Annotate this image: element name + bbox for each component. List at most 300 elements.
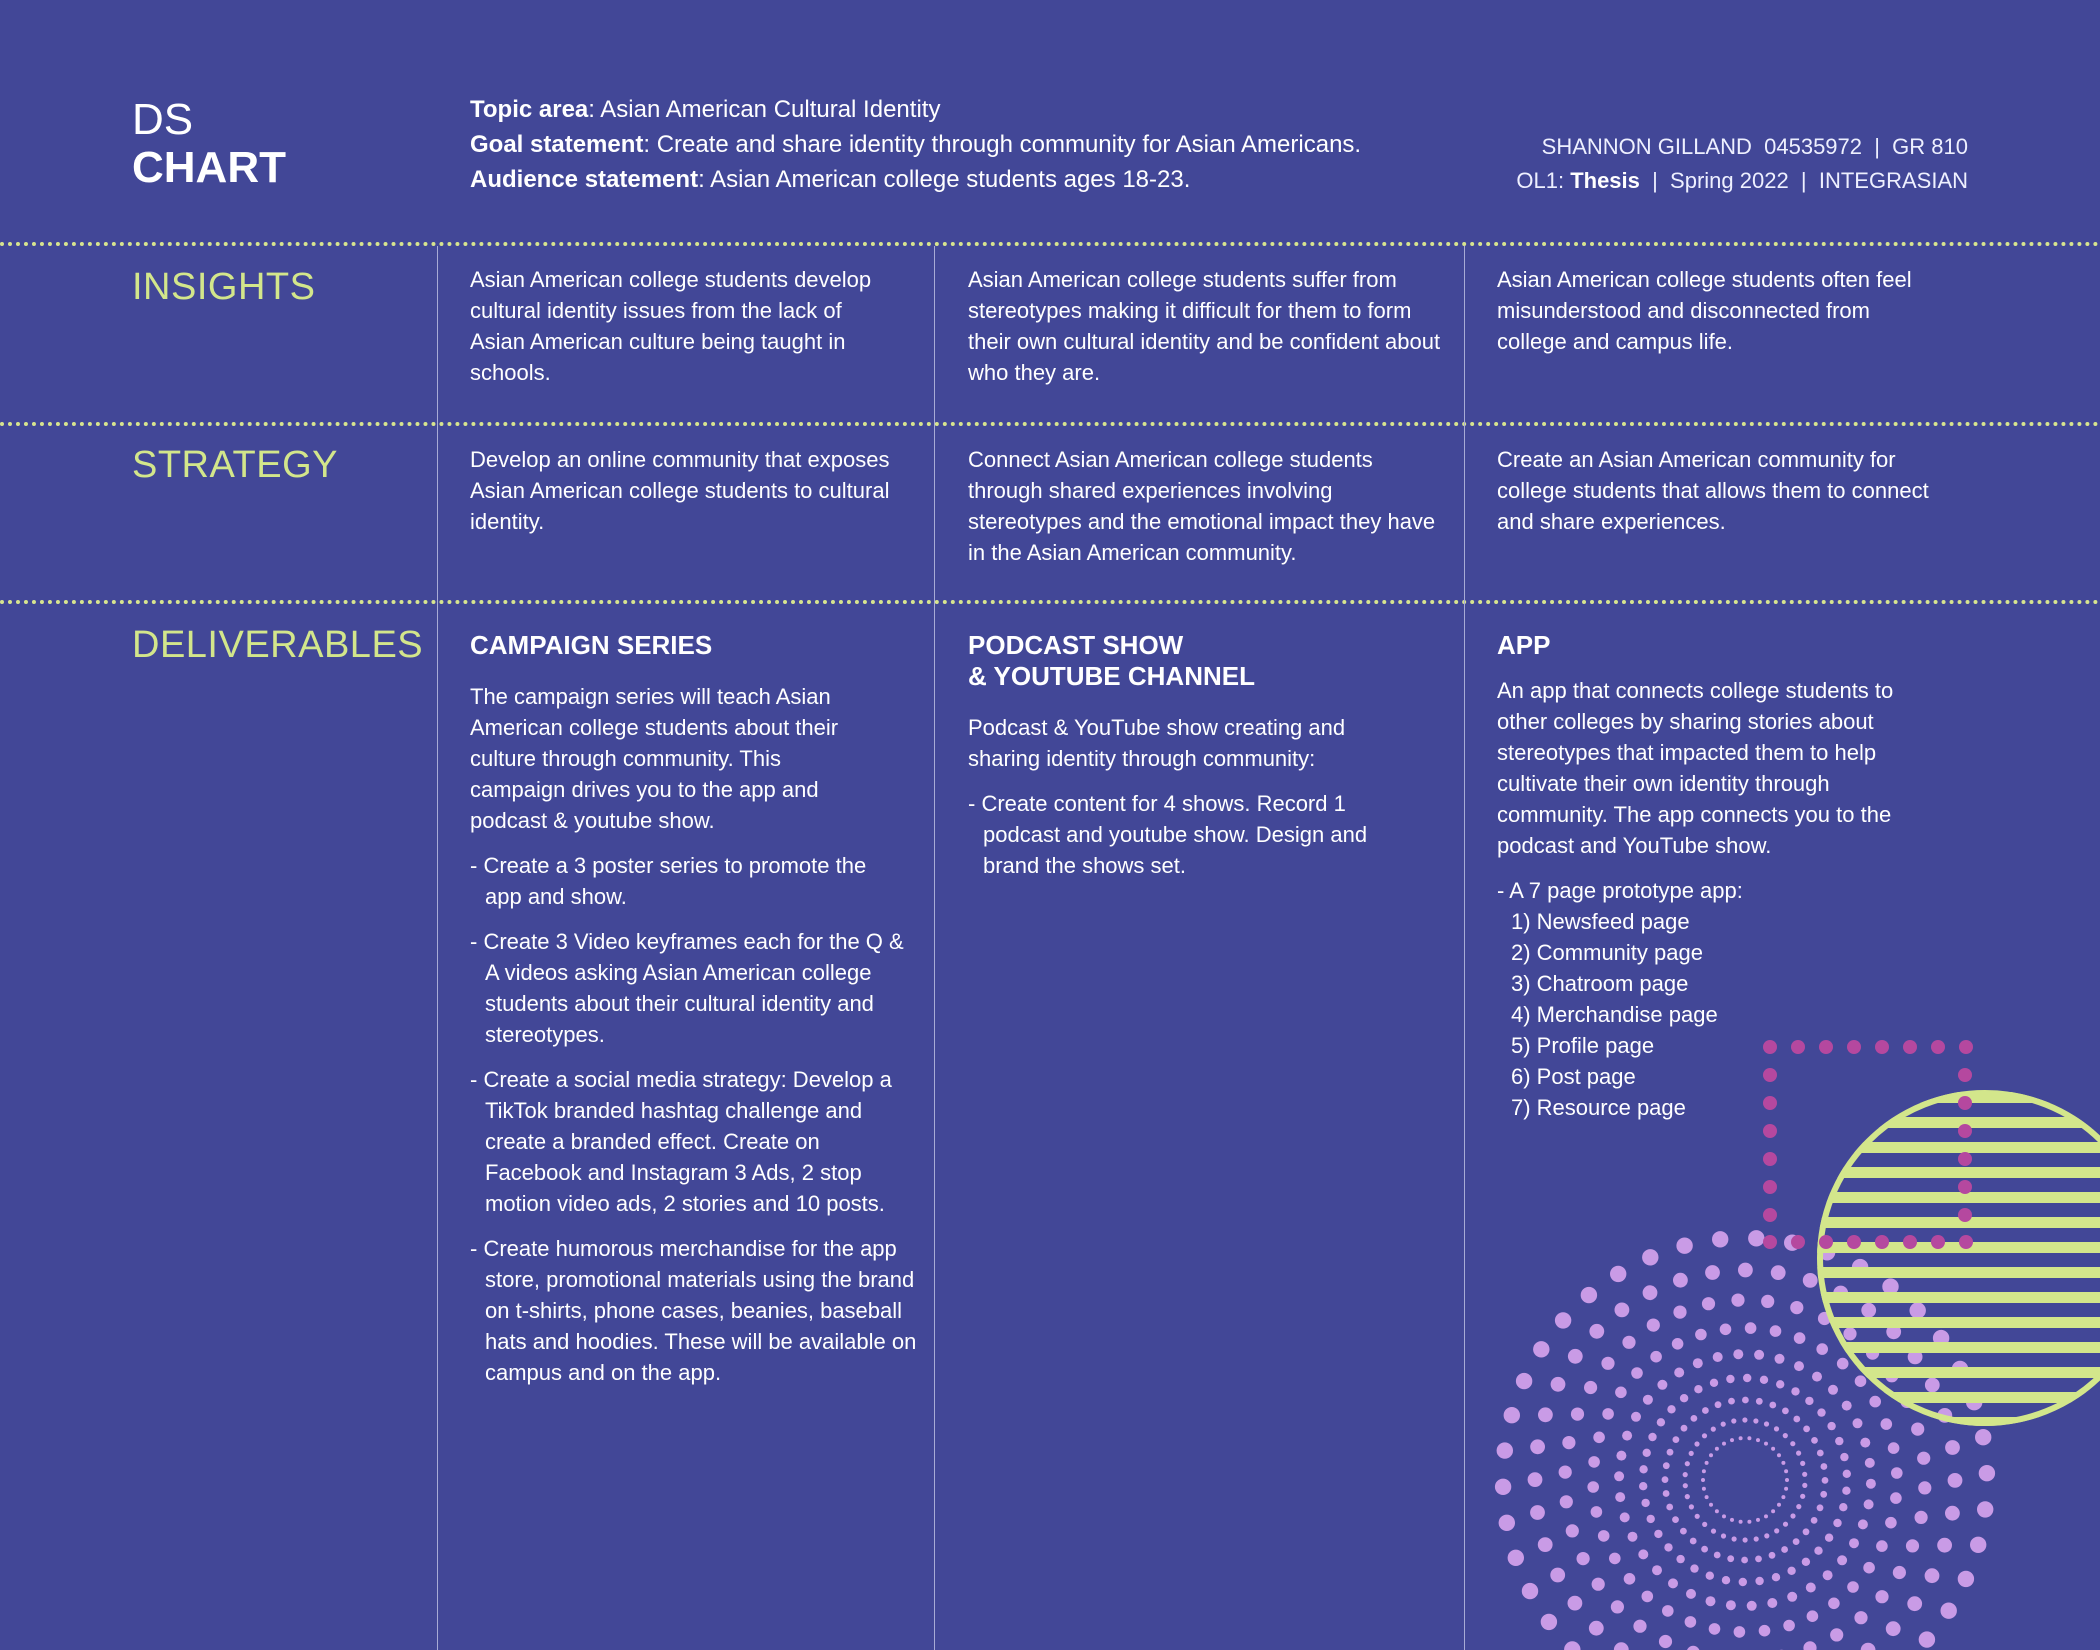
square-dot bbox=[1847, 1235, 1861, 1249]
topic-label: Topic area bbox=[470, 96, 589, 123]
ring-dot bbox=[1555, 1312, 1571, 1328]
ring-dot bbox=[1781, 1461, 1785, 1465]
ring-dot bbox=[1970, 1537, 1986, 1553]
ring-dot bbox=[1721, 1422, 1726, 1427]
ring-dot bbox=[1891, 1467, 1903, 1479]
ring-dot bbox=[1743, 1537, 1748, 1542]
app-heading: APP bbox=[1497, 630, 1551, 660]
ring-dot bbox=[1631, 1367, 1643, 1379]
ring-dot bbox=[1775, 1354, 1785, 1364]
ring-dot bbox=[1720, 1324, 1732, 1336]
ring-dot bbox=[1686, 1589, 1696, 1599]
column-divider-3 bbox=[1464, 246, 1465, 1650]
list-item: 4) Merchandise page bbox=[1511, 1002, 1718, 1027]
ring-dot bbox=[1816, 1343, 1828, 1355]
ring-dot bbox=[1794, 1361, 1804, 1371]
goal-text: : Create and share identity through community for Asian Americans. bbox=[643, 131, 1362, 158]
ring-dot bbox=[1875, 1590, 1888, 1603]
ring-dot bbox=[1937, 1408, 1952, 1423]
square-dot bbox=[1763, 1180, 1777, 1194]
ring-dot bbox=[1602, 1408, 1614, 1420]
ring-dot bbox=[1690, 1564, 1698, 1572]
square-dot bbox=[1763, 1208, 1777, 1222]
circle-stripe bbox=[1810, 1142, 2100, 1153]
ring-dot bbox=[1666, 1504, 1673, 1511]
row-label-insights: INSIGHTS bbox=[132, 266, 316, 308]
ring-dot bbox=[1683, 1472, 1688, 1477]
ring-dot bbox=[1796, 1504, 1801, 1509]
ring-dot bbox=[1587, 1481, 1599, 1493]
ring-dot bbox=[1835, 1437, 1843, 1445]
ring-dot bbox=[1706, 1572, 1714, 1580]
ring-dot bbox=[1710, 1379, 1718, 1387]
ring-dot bbox=[1739, 1578, 1747, 1586]
list-item: 3) Chatroom page bbox=[1511, 971, 1689, 996]
ring-dot bbox=[1979, 1465, 1995, 1481]
ring-dot bbox=[1648, 1433, 1656, 1441]
strategy-2: Connect Asian American college students through shared experiences involving stereotypes and the emotional impact they have in the Asian American community. bbox=[968, 447, 1436, 565]
ring-dot bbox=[1793, 1416, 1800, 1423]
ring-dot bbox=[1774, 1528, 1779, 1533]
ring-dot bbox=[1890, 1492, 1902, 1504]
circle-stripe bbox=[1810, 1217, 2100, 1228]
ring-dot bbox=[1639, 1465, 1647, 1473]
ring-dot bbox=[1777, 1503, 1781, 1507]
ring-dot bbox=[1823, 1570, 1833, 1580]
ring-dot bbox=[1776, 1380, 1784, 1388]
ring-dot bbox=[1689, 1504, 1694, 1509]
ring-dot bbox=[1591, 1506, 1603, 1518]
ring-dot bbox=[1614, 1642, 1629, 1650]
ring-dot bbox=[1609, 1553, 1621, 1565]
audience-label: Audience statement bbox=[470, 166, 699, 193]
ring-dot bbox=[1734, 1626, 1746, 1638]
ring-dot bbox=[1711, 1427, 1716, 1432]
ring-dot bbox=[1771, 1265, 1786, 1280]
ring-dot bbox=[1869, 1396, 1881, 1408]
goal-statement bbox=[470, 127, 1361, 162]
ring-dot bbox=[1705, 1495, 1709, 1499]
ring-dot bbox=[1911, 1423, 1924, 1436]
meta-bold: Thesis bbox=[1570, 168, 1640, 193]
list-item: - Create 3 Video keyframes each for the Q & A videos asking Asian American college students about their cultural identity and stereotypes. bbox=[470, 929, 904, 1047]
ring-dot bbox=[1843, 1470, 1851, 1478]
ring-dot bbox=[1530, 1505, 1545, 1520]
ring-dot bbox=[1849, 1538, 1859, 1548]
ring-dot bbox=[1777, 1453, 1781, 1457]
ring-dot bbox=[1756, 1438, 1760, 1442]
circle-stripe bbox=[1810, 1417, 2100, 1428]
ring-dot bbox=[1784, 1235, 1800, 1251]
ring-dot bbox=[1497, 1442, 1513, 1458]
ring-dot bbox=[1833, 1286, 1848, 1301]
ring-dot bbox=[1593, 1432, 1605, 1444]
ring-dot bbox=[1785, 1478, 1789, 1482]
ring-dot bbox=[1714, 1552, 1721, 1559]
ring-dot bbox=[1691, 1415, 1698, 1422]
ring-dot bbox=[1722, 1442, 1726, 1446]
ring-dot bbox=[1695, 1514, 1700, 1519]
insight-3: Asian American college students often feel misunderstood and disconnected from college and campus life. bbox=[1497, 267, 1912, 354]
ring-dot bbox=[1568, 1349, 1583, 1364]
square-dot bbox=[1763, 1152, 1777, 1166]
divider-top bbox=[0, 242, 2100, 246]
strategy-3: Create an Asian American community for college students that allows them to connect and share experiences. bbox=[1497, 447, 1929, 534]
ring-dot bbox=[1854, 1611, 1867, 1624]
ring-dot bbox=[1588, 1456, 1600, 1468]
square-dot bbox=[1931, 1235, 1945, 1249]
ring-dot bbox=[1803, 1641, 1816, 1650]
ring-dot bbox=[1695, 1329, 1707, 1341]
deliverable-campaign-series bbox=[470, 630, 917, 1388]
ring-dot bbox=[1791, 1387, 1799, 1395]
ring-dot bbox=[1647, 1515, 1655, 1523]
ring-dot bbox=[1664, 1543, 1672, 1551]
ring-dot bbox=[1888, 1442, 1900, 1454]
ring-dot bbox=[1818, 1312, 1831, 1325]
ring-dot bbox=[1794, 1332, 1806, 1344]
ring-dot bbox=[1663, 1462, 1670, 1469]
meta-prefix: OL1: bbox=[1516, 168, 1571, 193]
ring-dot bbox=[1790, 1513, 1795, 1518]
divider-insights-strategy bbox=[0, 422, 2100, 426]
ring-dot bbox=[1715, 1401, 1722, 1408]
square-dot bbox=[1958, 1208, 1972, 1222]
ring-dot bbox=[1882, 1278, 1898, 1294]
ring-dot bbox=[1680, 1394, 1688, 1402]
striped-circle-outline bbox=[1820, 1093, 2100, 1423]
app-list-intro: - A 7 page prototype app: bbox=[1497, 878, 1743, 903]
ring-dot bbox=[1830, 1628, 1843, 1641]
ring-dot bbox=[1715, 1509, 1719, 1513]
ring-dot bbox=[1685, 1494, 1690, 1499]
ring-dot bbox=[1685, 1461, 1690, 1466]
insight-1: Asian American college students develop cultural identity issues from the lack of Asian American culture being taught in schools. bbox=[470, 267, 872, 385]
ring-dot bbox=[1966, 1394, 1982, 1410]
ring-dot bbox=[1918, 1481, 1931, 1494]
ring-dot bbox=[1611, 1600, 1624, 1613]
square-dot bbox=[1959, 1235, 1973, 1249]
ring-dot bbox=[1538, 1407, 1553, 1422]
list-item: 6) Post page bbox=[1511, 1064, 1636, 1089]
topic-statement bbox=[470, 92, 1361, 127]
ring-dot bbox=[1622, 1336, 1635, 1349]
ring-dot bbox=[1767, 1598, 1777, 1608]
ring-dot bbox=[1790, 1301, 1803, 1314]
ring-dot bbox=[1685, 1616, 1697, 1628]
ring-dot bbox=[1811, 1517, 1818, 1524]
ring-dot bbox=[1814, 1547, 1822, 1555]
ring-dot bbox=[1784, 1487, 1788, 1491]
ring-dot bbox=[1559, 1466, 1572, 1479]
ring-dot bbox=[1584, 1381, 1597, 1394]
ring-dot bbox=[1647, 1319, 1660, 1332]
ring-dot bbox=[1702, 1407, 1709, 1414]
square-dot bbox=[1958, 1068, 1972, 1082]
ring-dot bbox=[1709, 1503, 1713, 1507]
square-dot bbox=[1958, 1180, 1972, 1194]
ring-dot bbox=[1702, 1487, 1706, 1491]
ring-dot bbox=[1952, 1361, 1968, 1377]
square-dot bbox=[1958, 1096, 1972, 1110]
ring-dot bbox=[1842, 1487, 1850, 1495]
ring-dot bbox=[1589, 1324, 1604, 1339]
ring-dot bbox=[1806, 1583, 1816, 1593]
ring-dot bbox=[1733, 1349, 1743, 1359]
ring-dot bbox=[1601, 1357, 1614, 1370]
ring-dot bbox=[1781, 1546, 1788, 1553]
insight-2: Asian American college students suffer from stereotypes making it difficult for them to form their own cultural identity and be confident about who they are. bbox=[968, 267, 1441, 385]
ring-dot bbox=[1702, 1433, 1707, 1438]
ring-dot bbox=[1742, 1397, 1749, 1404]
ring-dot bbox=[1667, 1405, 1675, 1413]
ring-dot bbox=[1739, 1520, 1743, 1524]
ring-dot bbox=[1764, 1533, 1769, 1538]
ring-dot bbox=[1741, 1557, 1748, 1564]
ring-dot bbox=[1615, 1303, 1630, 1318]
ring-dot bbox=[1837, 1358, 1849, 1370]
ring-dot bbox=[1843, 1327, 1856, 1340]
topic-text: : Asian American Cultural Identity bbox=[588, 96, 941, 123]
ring-dot bbox=[1748, 1230, 1764, 1246]
ring-dot bbox=[1687, 1646, 1700, 1650]
ring-dot bbox=[1642, 1591, 1654, 1603]
ring-dot bbox=[1977, 1501, 1993, 1517]
row-label-strategy: STRATEGY bbox=[132, 444, 338, 486]
ring-dot bbox=[1760, 1376, 1768, 1384]
ring-dot bbox=[1860, 1438, 1870, 1448]
ring-dot bbox=[1820, 1491, 1827, 1498]
ring-dot bbox=[1622, 1431, 1632, 1441]
ring-dot bbox=[1783, 1522, 1788, 1527]
divider-strategy-deliverables bbox=[0, 600, 2100, 604]
ring-dot bbox=[1796, 1451, 1801, 1456]
ring-dot bbox=[1803, 1426, 1810, 1433]
circle-stripe bbox=[1810, 1367, 2100, 1378]
ring-dot bbox=[1674, 1368, 1684, 1378]
ring-dot bbox=[1852, 1259, 1868, 1275]
ring-dot bbox=[1694, 1441, 1699, 1446]
ring-dot bbox=[1631, 1412, 1641, 1422]
ring-dot bbox=[1906, 1539, 1919, 1552]
ring-dot bbox=[1755, 1577, 1763, 1585]
ring-dot bbox=[1550, 1568, 1565, 1583]
meta-line-2 bbox=[1516, 164, 1968, 198]
author-meta bbox=[1516, 130, 1968, 198]
ring-dot bbox=[1657, 1418, 1665, 1426]
ring-dot bbox=[1589, 1621, 1604, 1636]
ring-dot bbox=[1560, 1495, 1573, 1508]
circle-stripe bbox=[1810, 1292, 2100, 1303]
ring-dot bbox=[1639, 1482, 1647, 1490]
ring-dot bbox=[1881, 1418, 1893, 1430]
square-dot bbox=[1791, 1235, 1805, 1249]
ring-dot bbox=[1541, 1614, 1557, 1630]
ring-dot bbox=[1756, 1398, 1763, 1405]
ring-dot bbox=[1885, 1369, 1898, 1382]
ring-dot bbox=[1732, 1536, 1737, 1541]
ring-dot bbox=[1712, 1231, 1728, 1247]
ring-dot bbox=[1893, 1566, 1906, 1579]
ring-dot bbox=[1865, 1458, 1875, 1468]
ring-dot bbox=[1614, 1471, 1624, 1481]
campaign-series-bullets bbox=[470, 850, 917, 1388]
ring-dot bbox=[1528, 1472, 1543, 1487]
ring-dot bbox=[1822, 1477, 1829, 1484]
ring-dot bbox=[1900, 1395, 1913, 1408]
ring-dot bbox=[1743, 1374, 1751, 1382]
ring-dot bbox=[1781, 1495, 1785, 1499]
circle-stripe bbox=[1810, 1167, 2100, 1178]
ring-dot bbox=[1908, 1350, 1923, 1365]
campaign-series-intro: The campaign series will teach Asian American college students about their culture through community. This campaign drives you to the app and podcast & youtube show. bbox=[470, 684, 839, 833]
ring-dot bbox=[1673, 1273, 1688, 1288]
ring-dot bbox=[1702, 1469, 1706, 1473]
ring-dot bbox=[1551, 1377, 1566, 1392]
ring-dot bbox=[1828, 1385, 1838, 1395]
circle-stripe bbox=[1810, 1267, 2100, 1278]
ring-dot bbox=[1662, 1605, 1674, 1617]
title-line-ds: DS bbox=[132, 95, 194, 144]
ring-dot bbox=[1769, 1402, 1776, 1409]
ring-dot bbox=[1581, 1287, 1597, 1303]
ring-dot bbox=[1673, 1306, 1686, 1319]
ring-dot bbox=[1847, 1581, 1859, 1593]
ring-dot bbox=[1676, 1555, 1684, 1563]
square-dot bbox=[1763, 1235, 1777, 1249]
ring-dot bbox=[1726, 1375, 1734, 1383]
ring-dot bbox=[1782, 1408, 1789, 1415]
ring-dot bbox=[1745, 1322, 1757, 1334]
ring-dot bbox=[1681, 1425, 1688, 1432]
ring-dot bbox=[1807, 1610, 1819, 1622]
ring-dot bbox=[1522, 1583, 1538, 1599]
circle-stripe bbox=[1810, 1392, 2100, 1403]
title-line-chart: CHART bbox=[132, 143, 286, 192]
ring-dot bbox=[1727, 1555, 1734, 1562]
ring-dot bbox=[1568, 1596, 1583, 1611]
list-item: 2) Community page bbox=[1511, 940, 1703, 965]
ring-dot bbox=[1917, 1452, 1930, 1465]
list-item: 5) Profile page bbox=[1511, 1033, 1655, 1058]
ring-dot bbox=[1610, 1266, 1626, 1282]
ring-dot bbox=[1819, 1244, 1835, 1260]
ring-dot bbox=[1941, 1603, 1957, 1619]
ring-dot bbox=[1754, 1350, 1764, 1360]
ring-dot bbox=[1702, 1522, 1707, 1527]
circle-stripe bbox=[1810, 1192, 2100, 1203]
ring-dot bbox=[1837, 1555, 1847, 1565]
ring-dot bbox=[1753, 1418, 1758, 1423]
ring-dot bbox=[1842, 1401, 1852, 1411]
ring-dot bbox=[1598, 1530, 1610, 1542]
ring-dot bbox=[1731, 1294, 1744, 1307]
ring-dot bbox=[1643, 1449, 1651, 1457]
app-intro: An app that connects college students to other colleges by sharing stories about stereotypes that impacted them to help cultivate their own identity through community. The app connects you to the podcast and YouTube show. bbox=[1497, 678, 1894, 858]
ring-dot bbox=[1652, 1565, 1662, 1575]
ring-dot bbox=[1811, 1437, 1818, 1444]
ring-dot bbox=[1499, 1515, 1515, 1531]
podcast-intro: Podcast & YouTube show creating and sharing identity through community: bbox=[968, 715, 1346, 771]
ring-dot bbox=[1861, 1303, 1876, 1318]
ring-dot bbox=[1817, 1504, 1824, 1511]
ring-dot bbox=[1783, 1433, 1788, 1438]
column-divider-1 bbox=[437, 246, 438, 1650]
ring-dot bbox=[1722, 1514, 1726, 1518]
square-dot bbox=[1958, 1124, 1972, 1138]
ring-dot bbox=[1667, 1449, 1674, 1456]
ring-dot bbox=[1747, 1601, 1757, 1611]
ring-dot bbox=[1774, 1426, 1779, 1431]
ring-dot bbox=[1925, 1568, 1940, 1583]
ring-dot bbox=[1747, 1436, 1751, 1440]
audience-statement bbox=[470, 162, 1361, 197]
ring-dot bbox=[1886, 1621, 1901, 1636]
striped-circle-graphic bbox=[1810, 1092, 2100, 1428]
ring-dot bbox=[1790, 1441, 1795, 1446]
meta-suffix: | Spring 2022 | INTEGRASIAN bbox=[1639, 168, 1968, 193]
ring-dot bbox=[1662, 1476, 1669, 1483]
ring-dot bbox=[1504, 1407, 1520, 1423]
ring-dot bbox=[1738, 1263, 1753, 1278]
statements-block bbox=[470, 92, 1361, 197]
ring-dot bbox=[1705, 1265, 1720, 1280]
ring-dot bbox=[1694, 1385, 1702, 1393]
ring-dot bbox=[1722, 1576, 1730, 1584]
ring-dot bbox=[1783, 1620, 1795, 1632]
ring-dot bbox=[1817, 1408, 1825, 1416]
ring-dot bbox=[1641, 1499, 1649, 1507]
ring-dot bbox=[1709, 1623, 1721, 1635]
ring-dot bbox=[1577, 1552, 1590, 1565]
ring-dot bbox=[1876, 1540, 1888, 1552]
ring-dot bbox=[1701, 1478, 1705, 1482]
square-dot bbox=[1959, 1040, 1973, 1054]
ring-dot bbox=[1690, 1538, 1697, 1545]
ring-dot bbox=[1615, 1492, 1625, 1502]
ring-dot bbox=[1715, 1447, 1719, 1451]
ring-dot bbox=[1592, 1578, 1605, 1591]
dotted-rings-graphic bbox=[1495, 1230, 1995, 1650]
deliverable-app bbox=[1497, 630, 1942, 1123]
ring-dot bbox=[1925, 1378, 1940, 1393]
ring-dot bbox=[1772, 1573, 1780, 1581]
ring-dot bbox=[1764, 1421, 1769, 1426]
ring-dot bbox=[1833, 1519, 1841, 1527]
ring-dot bbox=[1805, 1397, 1813, 1405]
ring-dot bbox=[1975, 1429, 1991, 1445]
list-item: 7) Resource page bbox=[1511, 1095, 1686, 1120]
square-dot bbox=[1875, 1235, 1889, 1249]
circle-stripe bbox=[1810, 1342, 2100, 1353]
ring-dot bbox=[1764, 1514, 1768, 1518]
ring-dot bbox=[1866, 1347, 1879, 1360]
strategy-1: Develop an online community that exposes Asian American college students to cultural identity. bbox=[470, 447, 890, 534]
ring-dot bbox=[1761, 1295, 1774, 1308]
ring-dot bbox=[1853, 1418, 1863, 1428]
ring-dot bbox=[1680, 1528, 1687, 1535]
ring-dot bbox=[1755, 1556, 1762, 1563]
ring-dot bbox=[1948, 1473, 1963, 1488]
ring-dot bbox=[1915, 1511, 1928, 1524]
ring-dot bbox=[1706, 1596, 1716, 1606]
ring-dot bbox=[1508, 1550, 1524, 1566]
ring-dot bbox=[1771, 1509, 1775, 1513]
ring-dot bbox=[1672, 1516, 1679, 1523]
ring-dot bbox=[1817, 1450, 1824, 1457]
ring-dot bbox=[1571, 1408, 1584, 1421]
ring-dot bbox=[1683, 1483, 1688, 1488]
